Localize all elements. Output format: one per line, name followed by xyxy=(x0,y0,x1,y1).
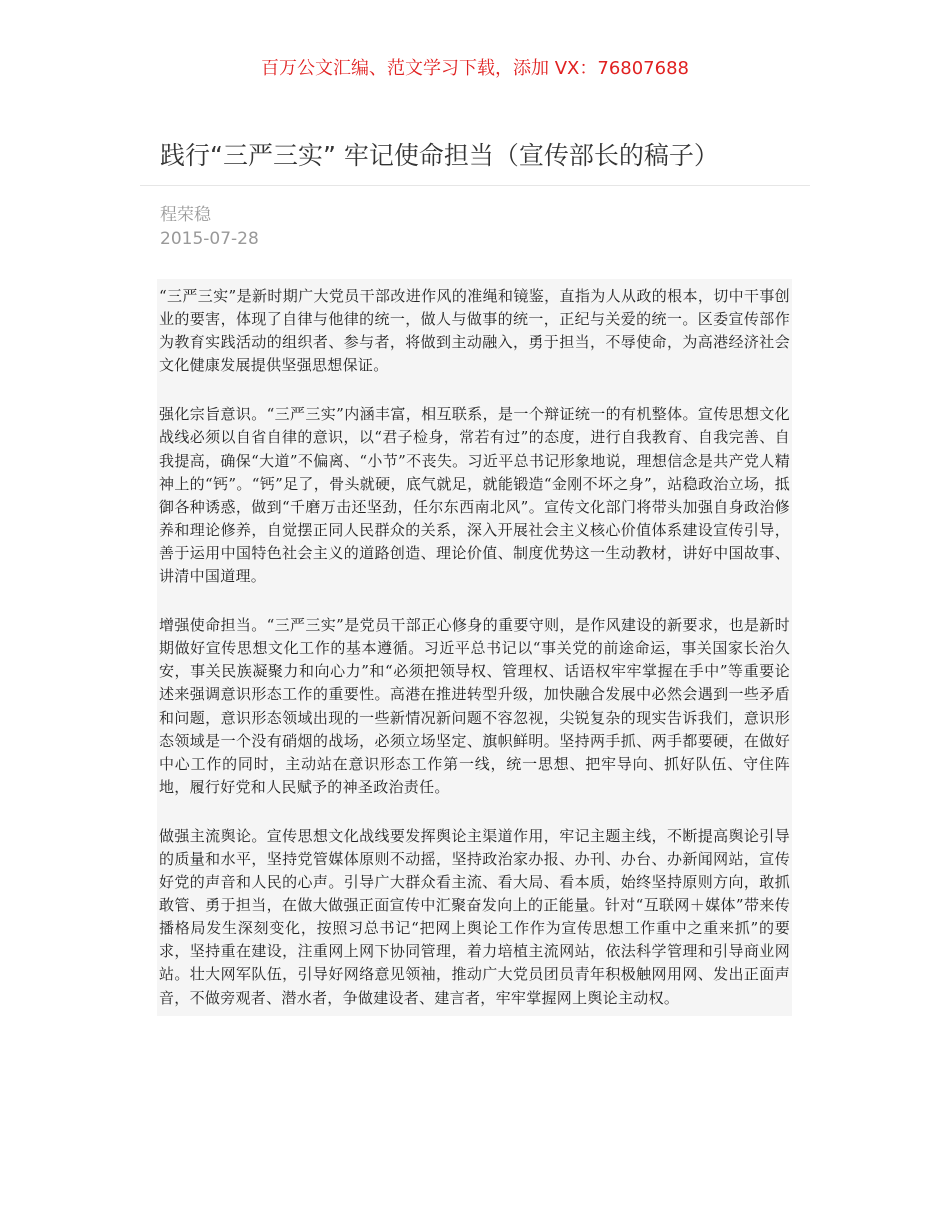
article-title: 践行“三严三实” 牢记使命担当（宣传部长的稿子） xyxy=(160,141,719,170)
article-author: 程荣稳 xyxy=(160,205,211,225)
paragraph-purpose: 强化宗旨意识。“三严三实”内涵丰富，相互联系，是一个辩证统一的有机整体。宣传思想文化战线必须以自省自律的意识，以“君子检身，常若有过”的态度，进行自我教育、自我完善、自我提高，确保“大道”不偏离、“小节”不丧失。习近平总书记形象地说，理想信念是共产党人精神上的“钙”。“钙”足了，骨头就硬，底气就足，就能锻造“金刚不坏之身”，站稳政治立场，抵御各种诱惑，做到“千磨万击还坚劲，任尔东西南北风”。宣传文化部门将带头加强自身政治修养和理论修养，自觉摆正同人民群众的关系，深入开展社会主义核心价值体系建设宣传引导，善于运用中国特色社会主义的道路创造、理论价值、制度优势这一生动教材，讲好中国故事、讲清中国道理。 xyxy=(159,405,790,586)
article-body xyxy=(157,279,792,1016)
paragraph-intro: “三严三实”是新时期广大党员干部改进作风的准绳和镜鉴，直指为人从政的根本，切中干事创业的要害，体现了自律与他律的统一，做人与做事的统一，正纪与关爱的统一。区委宣传部作为教育实践活动的组织者、参与者，将做到主动融入，勇于担当，不辱使命，为高港经济社会文化健康发展提供坚强思想保证。 xyxy=(159,287,790,375)
promo-banner: 百万公文汇编、范文学习下载，添加 VX：76807688 xyxy=(261,58,689,79)
paragraph-mission: 增强使命担当。“三严三实”是党员干部正心修身的重要守则，是作风建设的新要求，也是新时期做好宣传思想文化工作的基本遵循。习近平总书记以“事关党的前途命运，事关国家长治久安，事关民族凝聚力和向心力”和“必须把领导权、管理权、话语权牢牢掌握在手中”等重要论述来强调意识形态工作的重要性。高港在推进转型升级，加快融合发展中必然会遇到一些矛盾和问题，意识形态领域出现的一些新情况新问题不容忽视，尖锐复杂的现实告诉我们，意识形态领域是一个没有硝烟的战场，必须立场坚定、旗帜鲜明。坚持两手抓、两手都要硬，在做好中心工作的同时，主动站在意识形态工作第一线，统一思想、把牢导向、抓好队伍、守住阵地，履行好党和人民赋予的神圣政治责任。 xyxy=(159,616,790,796)
title-divider xyxy=(140,185,810,186)
paragraph-public-opinion: 做强主流舆论。宣传思想文化战线要发挥舆论主渠道作用，牢记主题主线，不断提高舆论引导的质量和水平，坚持党管媒体原则不动摇，坚持政治家办报、办刊、办台、办新闻网站，宣传好党的声音和人民的心声。引导广大群众看主流、看大局、看本质，始终坚持原则方向，敢抓敢管、勇于担当，在做大做强正面宣传中汇聚奋发向上的正能量。针对“互联网＋媒体”带来传播格局发生深刻变化，按照习总书记“把网上舆论工作作为宣传思想工作重中之重来抓”的要求，坚持重在建设，注重网上网下协同管理，着力培植主流网站，依法科学管理和引导商业网站。壮大网军队伍，引导好网络意见领袖，推动广大党员团员青年积极触网用网、发出正面声音，不做旁观者、潜水者，争做建设者、建言者，牢牢掌握网上舆论主动权。 xyxy=(159,826,790,1007)
article-date: 2015-07-28 xyxy=(160,229,259,249)
